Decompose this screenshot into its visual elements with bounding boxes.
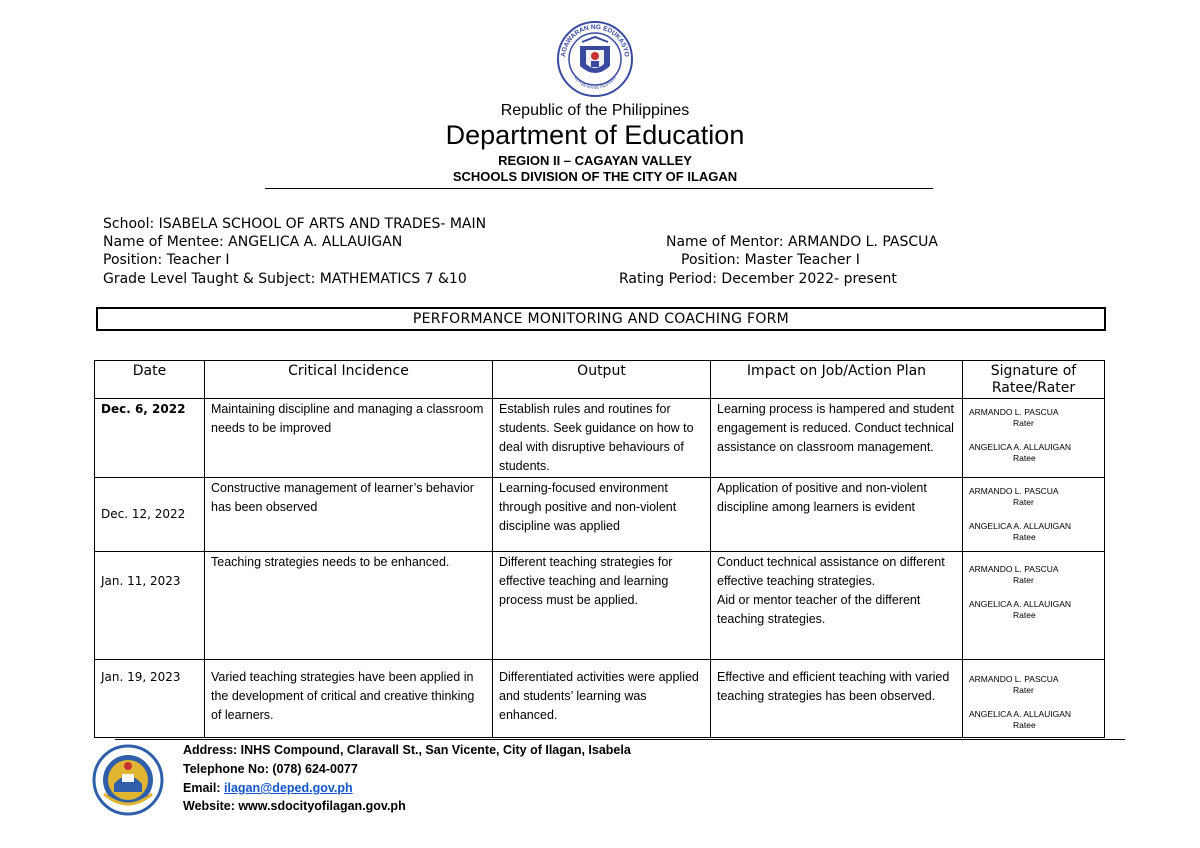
rater-name: ARMANDO L. PASCUA	[969, 407, 1059, 417]
row-impact: Effective and efficient teaching with varied teaching strategies has been observed.	[711, 660, 963, 738]
row-impact: Application of positive and non-violent discipline among learners is evident	[711, 478, 963, 552]
footer-divider	[115, 739, 1125, 740]
row-impact-line-1: Conduct technical assistance on different effective teaching strategies.	[717, 555, 945, 588]
row-output: Establish rules and routines for students. Seek guidance on how to deal with disruptive behaviours of students.	[493, 399, 711, 478]
school-info: School: ISABELA SCHOOL OF ARTS AND TRADES- MAIN	[103, 216, 487, 232]
ratee-name: ANGELICA A. ALLAUIGAN	[969, 442, 1072, 452]
division-seal-logo	[92, 744, 164, 816]
footer-email-link[interactable]: ilagan@deped.gov.ph	[224, 781, 353, 795]
row-date: Dec. 6, 2022	[95, 399, 205, 478]
ratee-name: ANGELICA A. ALLAUIGAN	[969, 599, 1072, 609]
column-header-signature: Signature of Ratee/Rater	[963, 361, 1105, 399]
rater-role: Rater	[1013, 418, 1034, 428]
rater-name: ARMANDO L. PASCUA	[969, 564, 1059, 574]
ratee-role: Ratee	[1013, 720, 1036, 730]
table-row	[95, 660, 1105, 738]
ratee-name: ANGELICA A. ALLAUIGAN	[969, 709, 1072, 719]
column-header-incidence: Critical Incidence	[205, 361, 493, 399]
rater-role: Rater	[1013, 497, 1034, 507]
row-signatures	[963, 660, 1105, 738]
ratee-name: ANGELICA A. ALLAUIGAN	[969, 521, 1072, 531]
republic-heading: Republic of the Philippines	[500, 102, 690, 119]
table-row	[95, 478, 1105, 552]
row-incidence: Varied teaching strategies have been applied in the development of critical and creative thinking of learners.	[205, 660, 493, 738]
table-header-row	[95, 361, 1105, 399]
column-header-output: Output	[493, 361, 711, 399]
mentor-position: Position: Master Teacher I	[681, 252, 860, 268]
region-heading: REGION II – CAGAYAN VALLEY	[498, 153, 692, 168]
row-impact	[711, 552, 963, 660]
coaching-table	[94, 360, 1105, 738]
row-output: Learning-focused environment through positive and non-violent discipline was applied	[493, 478, 711, 552]
row-date: Jan. 11, 2023	[95, 552, 205, 660]
ratee-role: Ratee	[1013, 610, 1036, 620]
row-impact: Learning process is hampered and student engagement is reduced. Conduct technical assistance on classroom management.	[711, 399, 963, 478]
footer-email-label: Email:	[183, 781, 224, 795]
row-signatures	[963, 478, 1105, 552]
row-signatures	[963, 552, 1105, 660]
department-heading: Department of Education	[445, 120, 745, 150]
table-row	[95, 552, 1105, 660]
row-incidence: Constructive management of learner’s behavior has been observed	[205, 478, 493, 552]
svg-text:REPUBLIKA NG PILIPINAS: REPUBLIKA NG PILIPINAS	[573, 75, 617, 91]
footer-website: Website: www.sdocityofilagan.gov.ph	[183, 799, 406, 813]
row-incidence: Maintaining discipline and managing a classroom needs to be improved	[205, 399, 493, 478]
footer-email	[183, 781, 353, 795]
division-heading: SCHOOLS DIVISION OF THE CITY OF ILAGAN	[452, 169, 738, 184]
ratee-role: Ratee	[1013, 532, 1036, 542]
svg-text:KAGAWARAN NG EDUKASYON: AGAWARAN NG EDUKASYO	[560, 23, 630, 58]
row-signatures	[963, 399, 1105, 478]
ratee-role: Ratee	[1013, 453, 1036, 463]
grade-subject: Grade Level Taught & Subject: MATHEMATICS 7 &10	[103, 271, 467, 287]
deped-seal-logo	[556, 20, 634, 98]
row-output: Differentiated activities were applied and students’ learning was enhanced.	[493, 660, 711, 738]
mentee-position: Position: Teacher I	[103, 252, 230, 268]
row-output: Different teaching strategies for effective teaching and learning process must be applied.	[493, 552, 711, 660]
footer-address: Address: INHS Compound, Claravall St., San Vicente, City of Ilagan, Isabela	[183, 743, 631, 757]
rater-role: Rater	[1013, 685, 1034, 695]
rating-period: Rating Period: December 2022- present	[619, 271, 897, 287]
row-date: Jan. 19, 2023	[95, 660, 205, 738]
mentor-name: Name of Mentor: ARMANDO L. PASCUA	[666, 234, 938, 250]
column-header-impact: Impact on Job/Action Plan	[711, 361, 963, 399]
rater-role: Rater	[1013, 575, 1034, 585]
row-impact-line-2: Aid or mentor teacher of the different teaching strategies.	[717, 593, 921, 626]
column-header-date: Date	[95, 361, 205, 399]
row-incidence: Teaching strategies needs to be enhanced.	[205, 552, 493, 660]
rater-name: ARMANDO L. PASCUA	[969, 674, 1059, 684]
rater-name: ARMANDO L. PASCUA	[969, 486, 1059, 496]
footer-telephone: Telephone No: (078) 624-0077	[183, 762, 358, 776]
header-divider	[265, 188, 933, 189]
mentee-name: Name of Mentee: ANGELICA A. ALLAUIGAN	[103, 234, 403, 250]
table-row	[95, 399, 1105, 478]
row-date: Dec. 12, 2022	[95, 478, 205, 552]
form-title: PERFORMANCE MONITORING AND COACHING FORM	[96, 307, 1106, 331]
